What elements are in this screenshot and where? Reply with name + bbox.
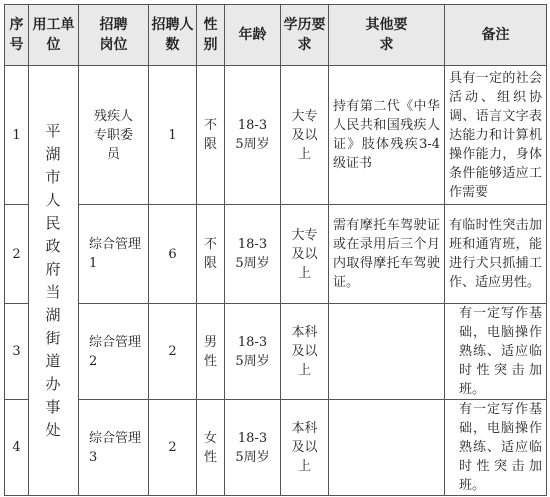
header-seq: 序号: [5, 5, 29, 66]
row-position: 残疾人专职委员: [79, 66, 149, 205]
table-header-row: [5, 5, 547, 66]
table-row: [5, 66, 547, 205]
row-gender: 不限: [197, 205, 225, 304]
row-seq: 4: [5, 400, 29, 496]
header-gender: 性别: [197, 5, 225, 66]
row-education: 大专及以上: [281, 66, 329, 205]
row-remarks: 有一定写作基础，电脑操作熟练、适应临时性突击加班。: [445, 304, 547, 400]
table-row: [5, 400, 547, 496]
row-position: 综合管理1: [79, 205, 149, 304]
recruitment-table: [4, 4, 547, 496]
row-age: 18-35周岁: [225, 304, 281, 400]
header-education: 学历要求: [281, 5, 329, 66]
table-row: [5, 205, 547, 304]
row-age: 18-35周岁: [225, 205, 281, 304]
header-unit: 用工单位: [29, 5, 79, 66]
row-seq: 3: [5, 304, 29, 400]
row-remarks: 有临时性突击加班和通宵班，能进行犬只抓捕工作、适应男性。: [445, 205, 547, 304]
row-seq: 1: [5, 66, 29, 205]
row-count: 2: [149, 304, 197, 400]
row-count: 1: [149, 66, 197, 205]
row-other: 需有摩托车驾驶证或在录用后三个月内取得摩托车驾驶证。: [329, 205, 445, 304]
header-age: 年龄: [225, 5, 281, 66]
employer-cell: 平湖市人民政府当湖街道办事处: [29, 66, 79, 496]
row-gender: 男性: [197, 304, 225, 400]
row-age: 18-35周岁: [225, 66, 281, 205]
table-row: [5, 304, 547, 400]
header-remarks: 备注: [445, 5, 547, 66]
row-other: 持有第二代《中华人民共和国残疾人证》肢体残疾3-4级证书: [329, 66, 445, 205]
row-gender: 女性: [197, 400, 225, 496]
row-remarks: 有一定写作基础，电脑操作熟练、适应临时性突击加班。: [445, 400, 547, 496]
row-education: 本科及以上: [281, 400, 329, 496]
row-count: 2: [149, 400, 197, 496]
row-age: 18-35周岁: [225, 400, 281, 496]
row-education: 大专及以上: [281, 205, 329, 304]
row-seq: 2: [5, 205, 29, 304]
header-count: 招聘人数: [149, 5, 197, 66]
row-position: 综合管理2: [79, 304, 149, 400]
row-remarks: 具有一定的社会活动、组织协调、语言文字表达能力和计算机操作能力，身体条件能够适应工作需要: [445, 66, 547, 205]
header-other: 其他要求: [329, 5, 445, 66]
row-position: 综合管理3: [79, 400, 149, 496]
row-gender: 不限: [197, 66, 225, 205]
row-count: 6: [149, 205, 197, 304]
row-education: 本科及以上: [281, 304, 329, 400]
row-other: [329, 304, 445, 400]
recruitment-table-container: [4, 4, 546, 496]
row-other: [329, 400, 445, 496]
header-position: 招聘岗位: [79, 5, 149, 66]
